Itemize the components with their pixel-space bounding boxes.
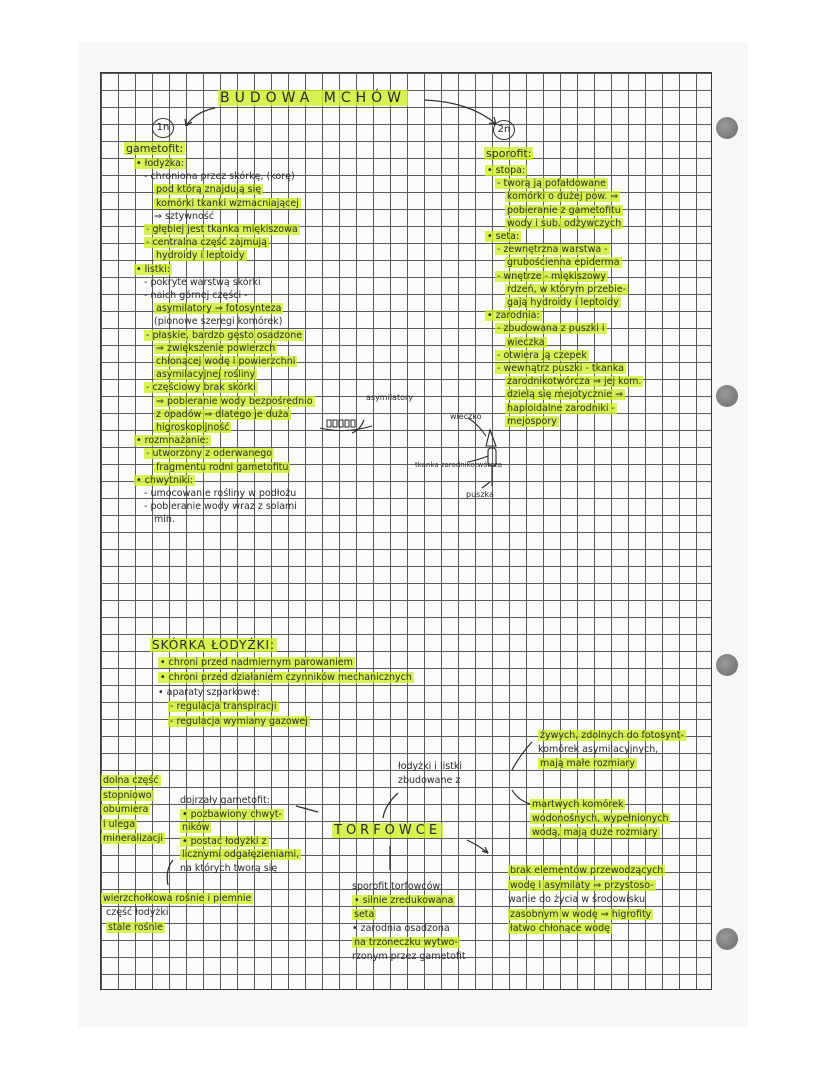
note-text: wierzchołkowa rośnie i plemnie xyxy=(103,893,252,904)
circle-label: 2n xyxy=(493,120,515,140)
note-text: rdzeń, w którym przebie- xyxy=(507,283,627,295)
note-text: rzonym przez gametofit xyxy=(352,951,466,962)
note-text: dolna część xyxy=(103,775,159,786)
note-text: żywych, zdolnych do fotosynt- xyxy=(540,730,684,741)
note-text: • chroni przed nadmiernym parowaniem xyxy=(160,657,353,668)
note-text: - chroniona przez skórkę, (korę) xyxy=(144,171,295,183)
note-line xyxy=(106,919,165,936)
note-text: • zarodnia: xyxy=(487,310,540,322)
note-text: - zbudowana z puszki i xyxy=(497,323,605,335)
note-text: • chwytniki: xyxy=(136,474,193,486)
note-text: ⇒ pobieranie wody bezpośrednio xyxy=(156,395,313,407)
note-text: pobieranie z gametofitu xyxy=(507,204,621,216)
note-text: • seta: xyxy=(487,231,520,242)
note-text: wodę i asymilaty ⇒ przystoso- xyxy=(510,879,654,891)
note-text: fragmentu rodni gametofitu xyxy=(156,461,289,473)
note-text: haploidalne zarodniki - xyxy=(507,402,615,414)
note-line xyxy=(530,824,660,841)
note-text: brak elementów przewodzących xyxy=(510,865,664,876)
note-line xyxy=(538,755,637,772)
note-text: seta xyxy=(354,909,375,920)
note-line xyxy=(101,890,253,907)
note-text: - pobieranie wody wraz z solami xyxy=(144,501,297,513)
note-text: - wewnątrz puszki - tkanka xyxy=(497,363,624,374)
sporofit-heading xyxy=(484,145,533,162)
note-text: wodonośnych, wypełnionych xyxy=(532,813,669,824)
note-text: ⇒ zwiększenie powierzch xyxy=(156,342,276,354)
note-text: • aparaty szparkowe: xyxy=(158,686,260,698)
note-text: komórek asymilacyjnych, xyxy=(538,744,659,755)
note-text: - naich górnej części - xyxy=(144,290,248,301)
note-text: hydroidy i leptoidy xyxy=(156,250,245,262)
note-text: - tworą ją pofałdowane xyxy=(497,178,606,190)
note-text: komórki tkanki wzmacniającej xyxy=(156,197,299,209)
note-text: sporofit torfowców: xyxy=(352,881,443,892)
note-text: łodyżki i listki xyxy=(398,761,463,772)
torfowce-title xyxy=(332,822,443,839)
note-text: wanie do życia w środowisku xyxy=(508,894,645,905)
note-text: - regulacja wymiany gazowej xyxy=(170,716,308,728)
note-text: stopniowo xyxy=(103,789,152,801)
note-text: - wnętrze - miękiszowy xyxy=(497,270,607,282)
note-line xyxy=(168,713,310,730)
note-text: na których tworą się xyxy=(180,863,278,874)
moss-sketch xyxy=(468,418,496,488)
note-line xyxy=(101,830,165,847)
note-text: - centralna część zajmują xyxy=(146,237,267,249)
note-text: • silnie zredukowana xyxy=(354,895,454,906)
note-text: wieczka xyxy=(507,336,545,348)
asymilatory-sketch xyxy=(320,420,372,431)
sketch-label-puszka: puszka xyxy=(466,490,494,499)
note-text: • pozbawiony chwyt- xyxy=(182,808,282,820)
note-text: (pionowe szeregi komórek) xyxy=(154,316,283,328)
note-text: min. xyxy=(154,514,175,526)
note-text: asymilatory ⇒ fotosynteza xyxy=(156,303,282,315)
note-text: martwych komórek xyxy=(532,799,624,810)
note-line xyxy=(180,860,277,877)
heading-text: SKÓRKA ŁODYŻKI: xyxy=(152,638,276,652)
note-text: i ulega xyxy=(103,818,136,830)
note-text: ⇒ sztywność xyxy=(154,210,215,222)
note-text: zbudowane z xyxy=(398,775,461,786)
note-text: dzielą się mejotycznie ⇒ xyxy=(507,389,624,401)
note-text: - otwiera ją czepek xyxy=(497,349,587,361)
note-text: • listki: xyxy=(136,263,170,275)
note-text: łatwo chłonące wodę xyxy=(510,923,610,934)
page-title xyxy=(218,90,408,107)
circle-label: 1n xyxy=(152,118,174,138)
note-text: wody i sub. odżywczych xyxy=(507,217,622,229)
note-text: asymilacyjnej rośliny xyxy=(156,369,256,381)
note-text: stale rośnie xyxy=(108,921,163,933)
note-text: - regulacja transpiracji xyxy=(170,701,277,713)
note-text: - częściowy brak skórki xyxy=(146,382,256,394)
note-text: grubościenna epiderma xyxy=(507,257,620,269)
note-text: - pokryte warstwą skórki xyxy=(144,276,261,288)
note-text: licznymi odgałęzieniami, xyxy=(182,849,300,861)
circle-2n xyxy=(493,120,515,140)
note-text: • rozmnażanie: xyxy=(136,435,209,447)
note-text: - płaskie, bardzo gęsto osadzone xyxy=(146,329,303,341)
note-text: zasobnym w wodę ⇒ higrofity xyxy=(510,908,652,920)
sketch-label-wieczko: wieczko xyxy=(450,412,482,421)
note-text: • chroni przed działaniem czynników mechanicznych xyxy=(160,671,412,683)
note-text: mają małe rozmiary xyxy=(540,758,635,769)
note-text: • zarodnia osadzona xyxy=(352,923,450,934)
note-text: - utworzony z oderwanego xyxy=(146,448,273,460)
note-text: dojrzały gametofit: xyxy=(180,795,270,806)
note-line xyxy=(505,215,623,232)
note-text: na trzoneczku wytwo- xyxy=(354,937,458,948)
note-text: część łodyżki xyxy=(106,907,169,918)
note-text: pod którą znajdują się xyxy=(156,184,262,196)
note-text: higroskopijność xyxy=(156,422,230,433)
note-line xyxy=(505,413,559,430)
note-line xyxy=(508,920,612,937)
sketch-label-asymilatory: asymilatory xyxy=(366,393,413,402)
note-text: komórki o dużej pow. ⇒ xyxy=(507,191,619,203)
note-text: zarodnikotwórcza ⇒ jej kom. xyxy=(507,376,642,388)
note-text: gają hydroidy i leptoidy xyxy=(507,297,619,308)
note-text: obumiera xyxy=(103,804,149,815)
heading-text: gametofit: xyxy=(126,142,184,155)
title-text: BUDOWA MCHÓW xyxy=(220,90,406,106)
note-text: ników xyxy=(182,822,210,834)
note-text: • łodyżka: xyxy=(136,158,185,169)
circle-1n xyxy=(152,118,174,138)
note-text: mejospory xyxy=(507,415,557,427)
torfowce-text: TORFOWCE xyxy=(334,823,442,838)
note-text: - głębiej jest tkanka miękiszowa xyxy=(146,224,298,235)
note-text: • stopa: xyxy=(487,165,526,176)
note-text: • postać łodyżki z xyxy=(182,835,267,847)
note-text: chłonącej wodę i powierzchni xyxy=(156,356,296,367)
note-text: wodą, mają duże rozmiary xyxy=(532,827,658,838)
note-text: mineralizacji xyxy=(103,833,164,844)
sketch-label-tkanka: tkanka zarodnikotwórcza xyxy=(415,461,503,469)
note-line xyxy=(154,511,175,528)
skin-heading xyxy=(150,637,277,654)
note-text: z opadów ⇒ dlatego je duża xyxy=(156,408,289,420)
heading-text: sporofit: xyxy=(486,147,532,160)
note-text: - umocowanie rośliny w podłożu xyxy=(144,488,297,499)
note-line xyxy=(352,948,466,965)
note-line xyxy=(398,772,460,789)
note-text: - zewnętrzna warstwa - xyxy=(497,244,608,256)
